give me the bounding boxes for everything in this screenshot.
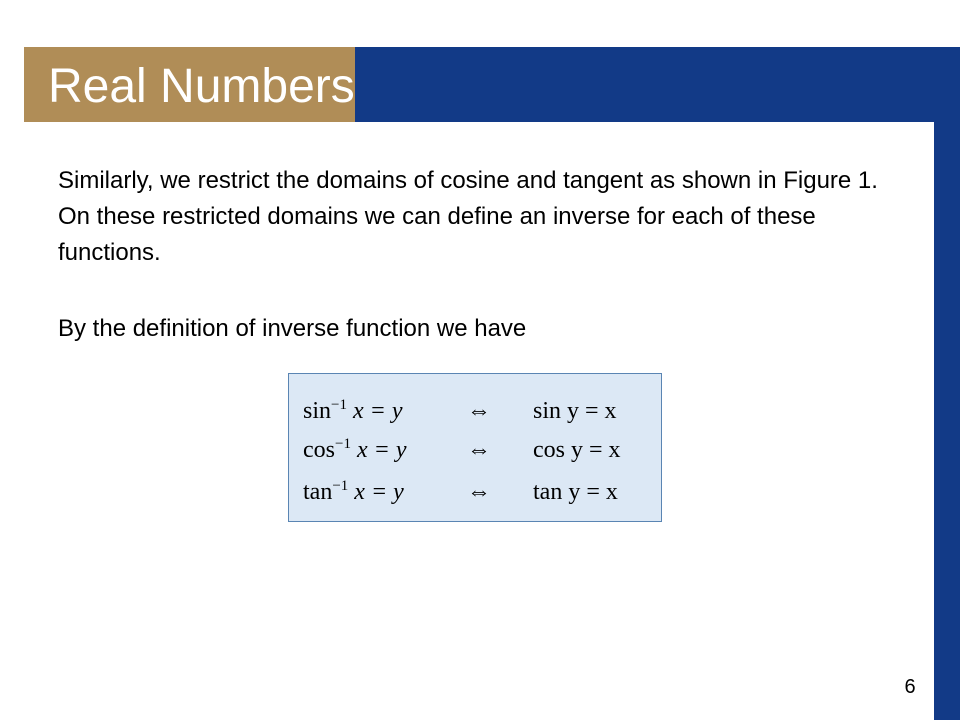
equivalence-arrow: ⇔ [467, 479, 491, 505]
equation-lhs: $\tan^{-1} x = y$ [303, 478, 404, 505]
equation-box [288, 373, 662, 522]
slide-title: Real Numbers [48, 60, 355, 113]
equivalence-arrow: ⇔ [467, 437, 491, 463]
right-accent-bar [934, 122, 960, 720]
equation-row-cos [289, 432, 661, 468]
equivalence-arrow: ⇔ [467, 398, 491, 424]
title-bar-blue [355, 47, 960, 122]
equation-rhs: cos y = x [533, 437, 621, 463]
equation-lhs: $\cos^{-1} x = y$ [303, 436, 407, 463]
equation-rhs: tan y = x [533, 479, 618, 505]
paragraph-inverse-definition: By the definition of inverse function we have [58, 315, 527, 342]
equation-lhs: $\sin^{-1} x = y$ [303, 397, 403, 424]
equation-row-tan [289, 474, 661, 510]
paragraph-restrict-domains: Similarly, we restrict the domains of cosine and tangent as shown in Figure 1. On these restricted domains we can define an inverse for each of these functions. [58, 167, 878, 266]
page-number: 6 [904, 676, 916, 698]
equation-row-sin [289, 393, 661, 429]
equation-rhs: sin y = x [533, 398, 617, 424]
